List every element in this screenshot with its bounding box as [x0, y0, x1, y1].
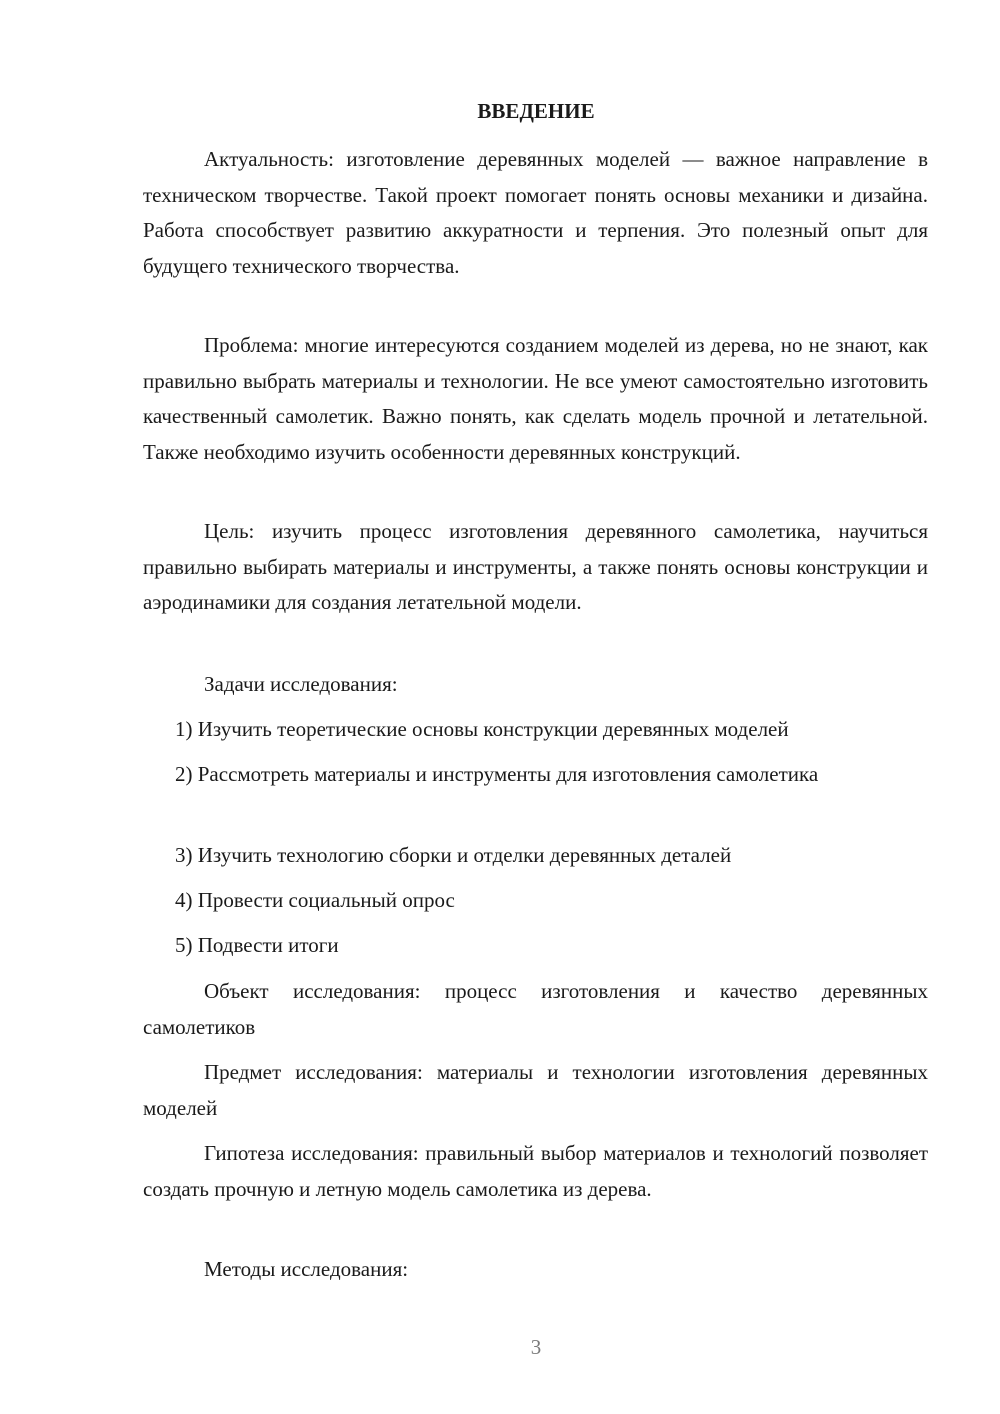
task-item-3: 3) Изучить технологию сборки и отделки деревянных деталей	[175, 843, 732, 867]
task-item-1: 1) Изучить теоретические основы конструкции деревянных моделей	[175, 717, 789, 741]
object-paragraph: Объект исследования: процесс изготовления и качество деревянных самолетиков	[143, 979, 928, 1039]
tasks-heading: Задачи исследования:	[204, 672, 398, 696]
task-item-2: 2) Рассмотреть материалы и инструменты для изготовления самолетика	[175, 762, 819, 786]
hypothesis-paragraph: Гипотеза исследования: правильный выбор материалов и технологий позволяет создать прочную и летную модель самолетика из дерева.	[143, 1141, 928, 1201]
task-item-5: 5) Подвести итоги	[175, 933, 339, 957]
subject-paragraph: Предмет исследования: материалы и технологии изготовления деревянных моделей	[143, 1060, 928, 1120]
methods-heading: Методы исследования:	[204, 1257, 409, 1281]
task-item-4: 4) Провести социальный опрос	[175, 888, 455, 912]
goal-paragraph: Цель: изучить процесс изготовления деревянного самолетика, научиться правильно выбирать материалы и инструменты, а также понять основы конструкции и аэродинамики для создания летательной модели.	[143, 519, 928, 614]
page-number: 3	[530, 1335, 542, 1359]
relevance-paragraph: Актуальность: изготовление деревянных моделей — важное направление в техническом творчестве. Такой проект помогает понять основы механики и дизайна. Работа способствует развитию аккуратности и терпения. Это полезный опыт для будущего технического творчества.	[143, 147, 928, 278]
page-title: ВВЕДЕНИЕ	[477, 99, 595, 123]
problem-paragraph: Проблема: многие интересуются созданием моделей из дерева, но не знают, как правильно выбрать материалы и технологии. Не все умеют самостоятельно изготовить качественный самолетик. Важно понять, как сделать модель прочной и летательной. Также необходимо изучить особенности деревянных конструкций.	[143, 333, 928, 464]
